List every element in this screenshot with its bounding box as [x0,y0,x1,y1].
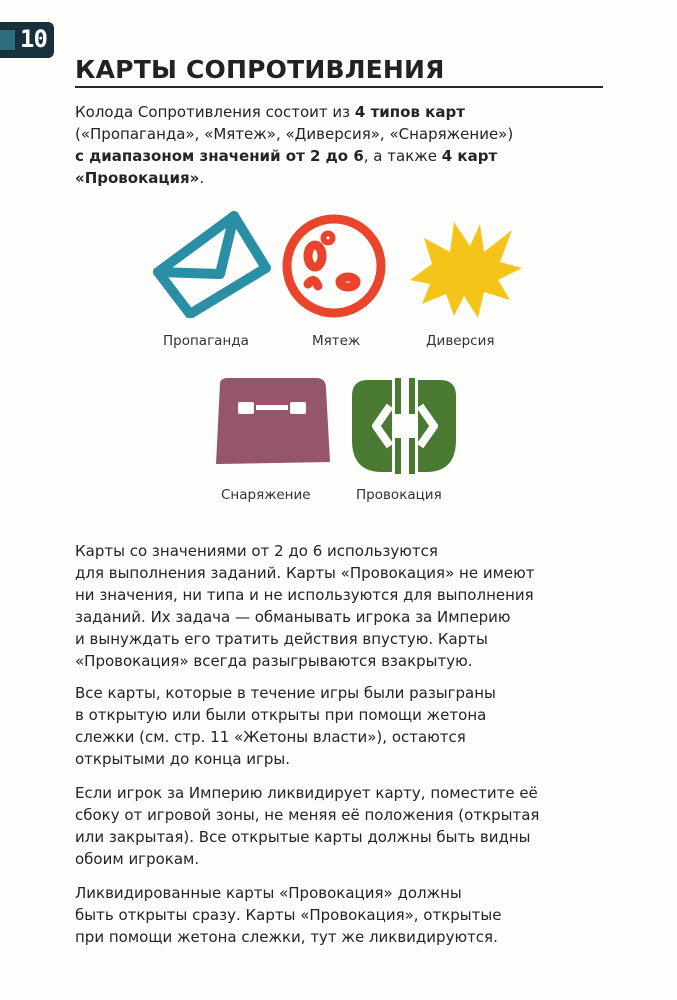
paragraph-provocation-liquidation [75,882,615,948]
paragraph-line: или закрытая). Все открытые карты должны быть видны [75,828,531,846]
paragraph-line: открытыми до конца игры. [75,750,291,768]
paragraph-line: «Провокация» всегда разыгрываются взакрытую. [75,652,473,670]
paragraph-line: Карты со значениями от 2 до 6 используются [75,542,438,560]
intro-run: «Провокация» [75,169,200,187]
paragraph-line: в открытую или были открыты при помощи жетона [75,706,487,724]
provocation-icon [346,376,462,476]
intro-run: 4 карт [441,147,498,165]
paragraph-line: для выполнения заданий. Карты «Провокация» не имеют [75,564,535,582]
caption-provocation: Провокация [356,487,442,503]
paragraph-line: сбоку от игровой зоны, не меняя её положения (открытая [75,806,540,824]
caption-propaganda: Пропаганда [163,333,249,349]
intro-run: («Пропаганда», «Мятеж», «Диверсия», «Снаряжение») [75,125,514,143]
intro-run: 4 типов карт [354,103,465,121]
explosion-icon [406,218,524,320]
caption-equipment: Снаряжение [221,487,311,503]
caption-sabotage: Диверсия [426,333,495,349]
chest-icon [210,376,334,468]
intro-run: . [199,169,205,187]
page-title: КАРТЫ СОПРОТИВЛЕНИЯ [75,55,445,84]
intro-run: , а также [363,147,442,165]
page-number: 10 [20,25,47,53]
title-underline [75,86,603,88]
paragraph-line: при помощи жетона слежки, тут же ликвидируются. [75,928,498,946]
paragraph-line: слежки (см. стр. 11 «Жетоны власти»), остаются [75,728,466,746]
paragraph-open-cards [75,682,615,770]
paragraph-line: Ликвидированные карты «Провокация» должны [75,884,462,902]
paragraph-line: быть открыты сразу. Карты «Провокация», открытые [75,906,502,924]
paragraph-line: Если игрок за Империю ликвидирует карту, поместите её [75,784,538,802]
intro-run: Колода Сопротивления состоит из [75,103,355,121]
paragraph-line: обоим игрокам. [75,850,200,868]
paragraph-liquidation [75,782,615,870]
paragraph-card-values [75,540,615,672]
intro-paragraph [75,101,615,189]
envelope-icon [150,206,272,318]
paragraph-line: заданий. Их задача — обманывать игрока за Империю [75,608,511,626]
caption-riot: Мятеж [312,333,361,349]
intro-run: с диапазоном значений от 2 до 6 [75,147,364,165]
page-number-badge [0,22,54,58]
paragraph-line: Все карты, которые в течение игры были разыграны [75,684,496,702]
paragraph-line: и вынуждать его тратить действия впустую. Карты [75,630,488,648]
bomb-icon [278,212,390,320]
paragraph-line: ни значения, ни типа и не используются для выполнения [75,586,534,604]
